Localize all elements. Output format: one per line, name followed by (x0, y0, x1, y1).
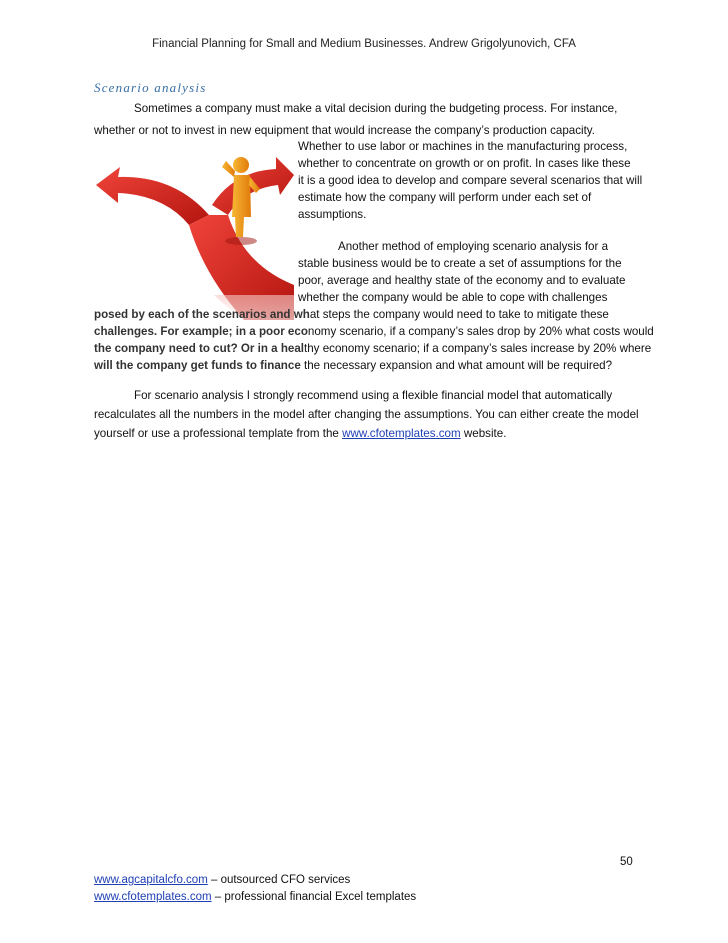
paragraph-line (94, 323, 654, 340)
bold-fragment: will the company get funds to finance (94, 359, 304, 372)
footer-line (94, 889, 416, 906)
paragraph-line: Sometimes a company must make a vital decision during the budgeting process. For instance, (134, 102, 618, 115)
paragraph-line: poor, average and healthy state of the economy and to evaluate (298, 274, 626, 287)
paragraph-line: it is a good idea to develop and compare several scenarios that will (298, 174, 643, 187)
agcapitalcfo-link[interactable]: www.agcapitalcfo.com (94, 874, 208, 886)
text-fragment: thy economy scenario; if a company’s sales increase by 20% where (304, 342, 652, 355)
text-fragment: the necessary expansion and what amount will be required? (304, 359, 613, 372)
footer-text: – outsourced CFO services (207, 874, 351, 886)
paragraph-line: Whether to use labor or machines in the manufacturing process, (298, 140, 628, 153)
paragraph-line: Another method of employing scenario analysis for a (338, 240, 609, 253)
bold-fragment: posed by each of the scenarios and wh (94, 308, 310, 321)
page-number: 50 (620, 856, 633, 868)
cfotemplates-footer-link[interactable]: www.cfotemplates.com (94, 891, 212, 903)
paragraph-line: For scenario analysis I strongly recommend using a flexible financial model that automatically (134, 389, 613, 402)
paragraph-line: recalculates all the numbers in the model after changing the assumptions. You can either create the model (94, 408, 639, 421)
paragraph-line: whether or not to invest in new equipment that would increase the company’s production capacity. (94, 124, 595, 137)
text-fragment: nomy scenario, if a company’s sales drop by 20% what costs would (307, 325, 654, 338)
bold-fragment: the company need to cut? Or in a heal (94, 342, 305, 355)
page-header: Financial Planning for Small and Medium Businesses. Andrew Grigolyunovich, CFA (152, 38, 576, 50)
paragraph-line: whether the company would be able to cope with challenges (298, 291, 608, 304)
bold-fragment: challenges. For example; in a poor eco (94, 325, 308, 338)
text-fragment: at steps the company would need to take to mitigate these (309, 308, 609, 321)
paragraph-line (94, 357, 612, 374)
section-title: Scenario analysis (94, 80, 207, 95)
paragraph-line (94, 425, 506, 442)
paragraph-line: estimate how the company will perform under each set of (298, 191, 592, 204)
text-fragment: yourself or use a professional template from the (94, 427, 343, 440)
paragraph-line: whether to concentrate on growth or on profit. In cases like these (298, 157, 631, 170)
paragraph-line (94, 306, 609, 323)
paragraph-line (94, 340, 651, 357)
footer-line (94, 872, 350, 889)
paragraph-line: assumptions. (298, 208, 367, 221)
paragraph-line: stable business would be to create a set of assumptions for the (298, 257, 622, 270)
crossroads-illustration (94, 145, 296, 320)
cfotemplates-link[interactable]: www.cfotemplates.com (342, 427, 461, 440)
text-fragment: website. (460, 427, 507, 440)
footer-text: – professional financial Excel templates (211, 891, 417, 903)
